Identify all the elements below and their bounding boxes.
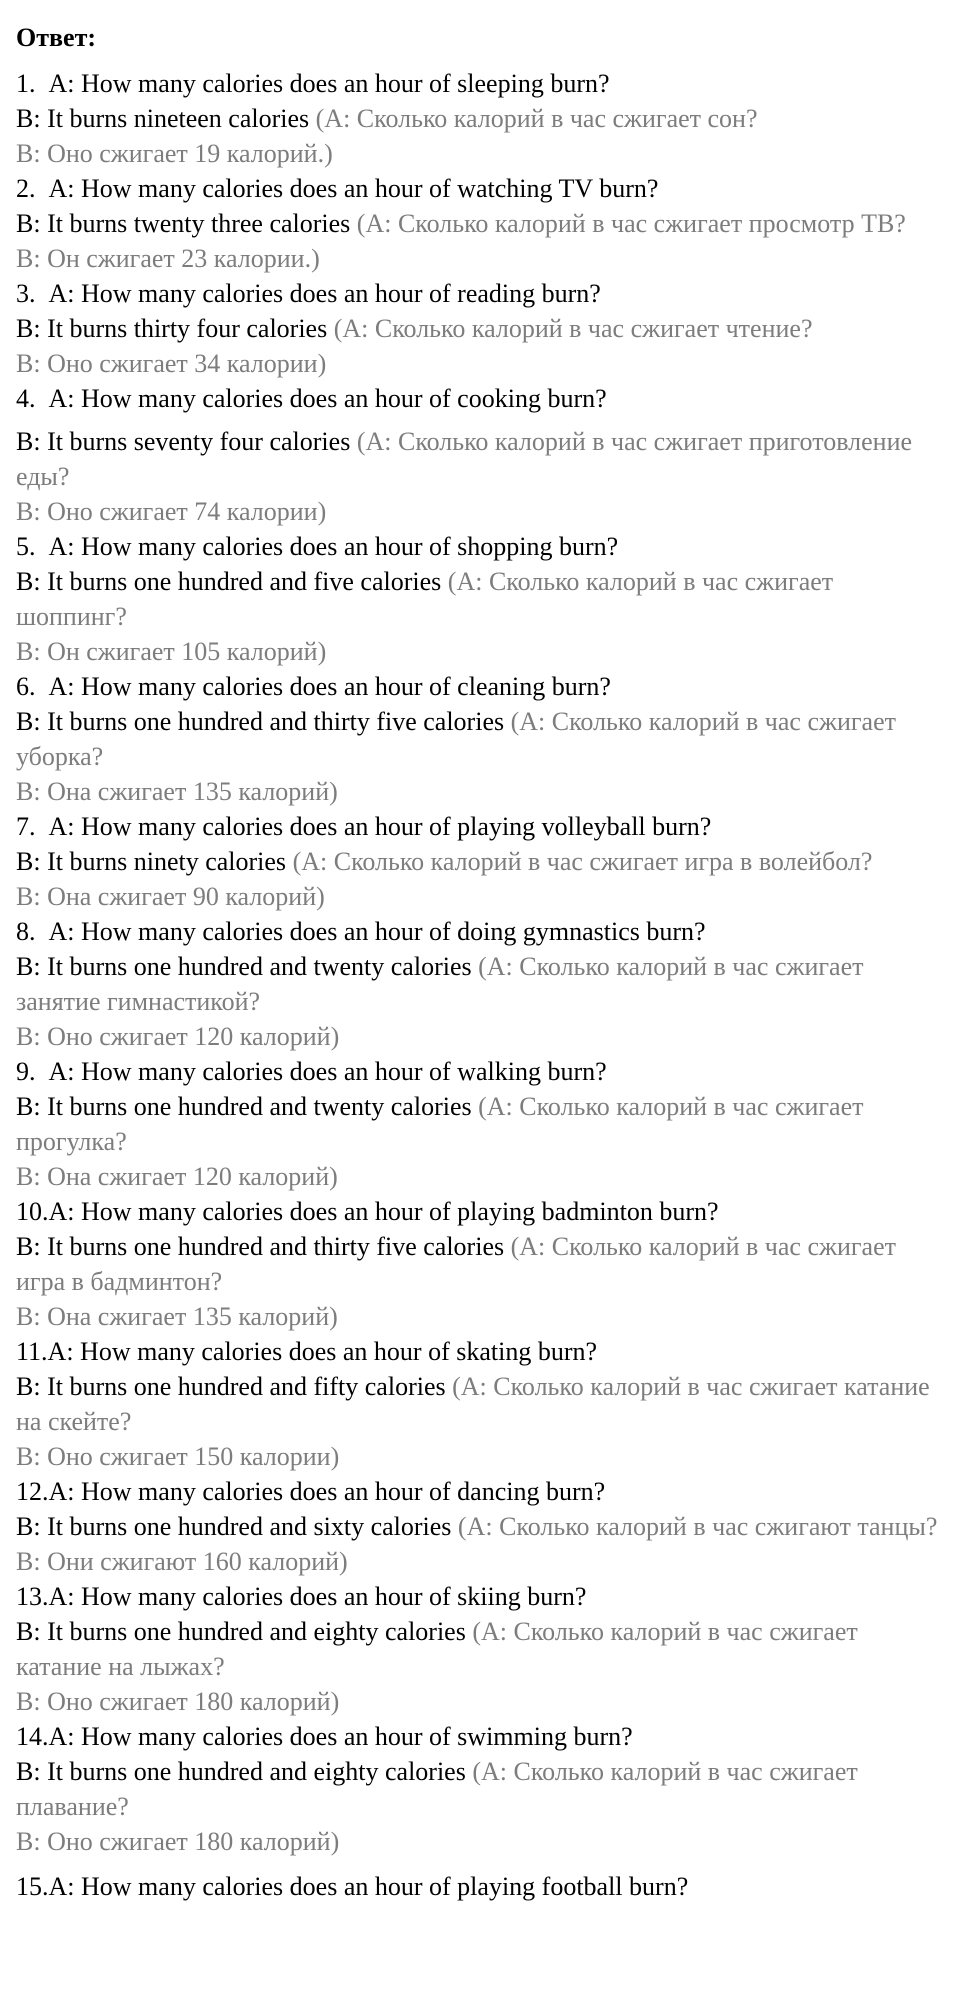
question-text: A: How many calories does an hour of playing volleyball burn? [48,812,712,841]
question-line [16,809,944,844]
translation-answer: В: Она сжигает 120 калорий) [16,1162,338,1191]
question-line [16,1194,944,1229]
question-line [16,669,944,704]
answer-line [16,311,944,346]
item-number: 6. [16,672,49,701]
item-number: 11. [16,1337,48,1366]
answer-text: B: It burns one hundred and thirty five calories [16,1232,505,1261]
translation-question: (А: Сколько калорий в час сжигает чтение? [327,314,813,343]
item-number: 4. [16,384,49,413]
question-text: A: How many calories does an hour of watching TV burn? [48,174,659,203]
question-text: A: How many calories does an hour of shopping burn? [48,532,619,561]
item-number: 7. [16,812,49,841]
answer-item [16,669,944,809]
translation-answer: В: Оно сжигает 74 калории) [16,497,327,526]
item-number: 10. [16,1197,49,1226]
answer-line [16,1089,944,1159]
answer-line [16,101,944,136]
translation-question: (А: Сколько калорий в час сжигает катание на лыжах? [16,1617,865,1681]
answer-heading: Ответ: [16,23,97,52]
question-line [16,1719,944,1754]
question-text: A: How many calories does an hour of playing football burn? [48,1872,689,1901]
question-line [16,1579,944,1614]
answer-text: B: It burns seventy four calories [16,427,351,456]
translation-question: (А: Сколько калорий в час сжигает сон? [309,104,758,133]
question-line [16,1474,944,1509]
question-text: A: How many calories does an hour of swimming burn? [48,1722,633,1751]
translation-answer: В: Оно сжигает 34 калории) [16,349,327,378]
question-text: A: How many calories does an hour of dancing burn? [48,1477,606,1506]
answer-text: B: It burns nineteen calories [16,104,310,133]
question-line [16,914,944,949]
answer-item [16,1334,944,1474]
question-text: A: How many calories does an hour of reading burn? [48,279,601,308]
question-line [16,1334,944,1369]
question-line [16,276,944,311]
translation-question: (А: Сколько калорий в час сжигает приготовление еды? [16,427,919,491]
item-number: 5. [16,532,49,561]
answer-line [16,1229,944,1299]
translation-answer: В: Они сжигают 160 калорий) [16,1547,348,1576]
item-number: 15. [16,1872,49,1901]
answer-text: B: It burns one hundred and thirty five calories [16,707,505,736]
item-number: 12. [16,1477,49,1506]
translation-question: (А: Сколько калорий в час сжигает прогулка? [16,1092,870,1156]
question-line [16,66,944,101]
answer-item [16,914,944,1054]
question-text: A: How many calories does an hour of walking burn? [48,1057,607,1086]
translation-answer: В: Он сжигает 105 калорий) [16,637,327,666]
translation-question: (А: Сколько калорий в час сжигает просмотр ТВ? [350,209,906,238]
answer-text: B: It burns one hundred and eighty calories [16,1757,466,1786]
answer-text: B: It burns twenty three calories [16,209,351,238]
translation-answer: В: Она сжигает 90 калорий) [16,882,325,911]
translation-answer: В: Она сжигает 135 калорий) [16,1302,338,1331]
answer-item [16,1579,944,1719]
translation-question: (А: Сколько калорий в час сжигает плавание? [16,1757,865,1821]
answer-line [16,206,944,241]
item-number: 1. [16,69,49,98]
question-text: A: How many calories does an hour of playing badminton burn? [48,1197,719,1226]
item-number: 3. [16,279,49,308]
question-line [16,1054,944,1089]
item-number: 14. [16,1722,49,1751]
answer-text: B: It burns one hundred and twenty calories [16,952,472,981]
answer-item [16,381,944,529]
answer-line [16,1369,944,1439]
translation-question: (А: Сколько калорий в час сжигает игра в бадминтон? [16,1232,903,1296]
translation-answer: В: Оно сжигает 180 калорий) [16,1827,340,1856]
item-number: 9. [16,1057,49,1086]
answer-line [16,424,944,494]
answer-item [16,66,944,171]
answer-text: B: It burns one hundred and five calories [16,567,442,596]
translation-answer: В: Оно сжигает 19 калорий.) [16,139,333,168]
item-number: 13. [16,1582,49,1611]
answer-text: B: It burns one hundred and eighty calories [16,1617,466,1646]
answer-item [16,1474,944,1579]
question-text: A: How many calories does an hour of doing gymnastics burn? [48,917,706,946]
translation-answer: В: Оно сжигает 150 калории) [16,1442,340,1471]
answer-text: B: It burns one hundred and twenty calories [16,1092,472,1121]
answer-text: B: It burns ninety calories [16,847,287,876]
answer-text: B: It burns one hundred and sixty calories [16,1512,452,1541]
translation-question: (А: Сколько калорий в час сжигает занятие гимнастикой? [16,952,870,1016]
question-line [16,529,944,564]
translation-question: (А: Сколько калорий в час сжигает катание на скейте? [16,1372,937,1436]
answer-item [16,1869,944,1904]
answer-text: B: It burns thirty four calories [16,314,328,343]
translation-question: (А: Сколько калорий в час сжигает шоппинг? [16,567,840,631]
question-line [16,381,944,416]
question-text: A: How many calories does an hour of sleeping burn? [48,69,610,98]
item-number: 2. [16,174,49,203]
question-text: A: How many calories does an hour of skiing burn? [48,1582,587,1611]
answer-item [16,1719,944,1859]
answer-line [16,564,944,634]
translation-answer: В: Оно сжигает 120 калорий) [16,1022,340,1051]
question-line [16,1869,944,1904]
answer-line [16,1754,944,1824]
answer-line [16,1509,944,1544]
question-line [16,171,944,206]
question-text: A: How many calories does an hour of cleaning burn? [48,672,611,701]
translation-answer: В: Оно сжигает 180 калорий) [16,1687,340,1716]
question-text: A: How many calories does an hour of cooking burn? [48,384,607,413]
answer-list [16,66,944,1904]
answer-line [16,1614,944,1684]
translation-question: (А: Сколько калорий в час сжигает игра в волейбол? [286,847,873,876]
translation-answer: В: Он сжигает 23 калории.) [16,244,320,273]
question-text: A: How many calories does an hour of skating burn? [47,1337,598,1366]
answer-text: B: It burns one hundred and fifty calories [16,1372,446,1401]
answer-line [16,704,944,774]
answer-item [16,809,944,914]
translation-question: (А: Сколько калорий в час сжигает уборка? [16,707,903,771]
answer-item [16,171,944,276]
answer-item [16,529,944,669]
answer-item [16,1054,944,1194]
translation-answer: В: Она сжигает 135 калорий) [16,777,338,806]
answer-item [16,276,944,381]
translation-question: (А: Сколько калорий в час сжигают танцы? [451,1512,938,1541]
item-number: 8. [16,917,49,946]
answer-line [16,949,944,1019]
answer-item [16,1194,944,1334]
answer-line [16,844,944,879]
